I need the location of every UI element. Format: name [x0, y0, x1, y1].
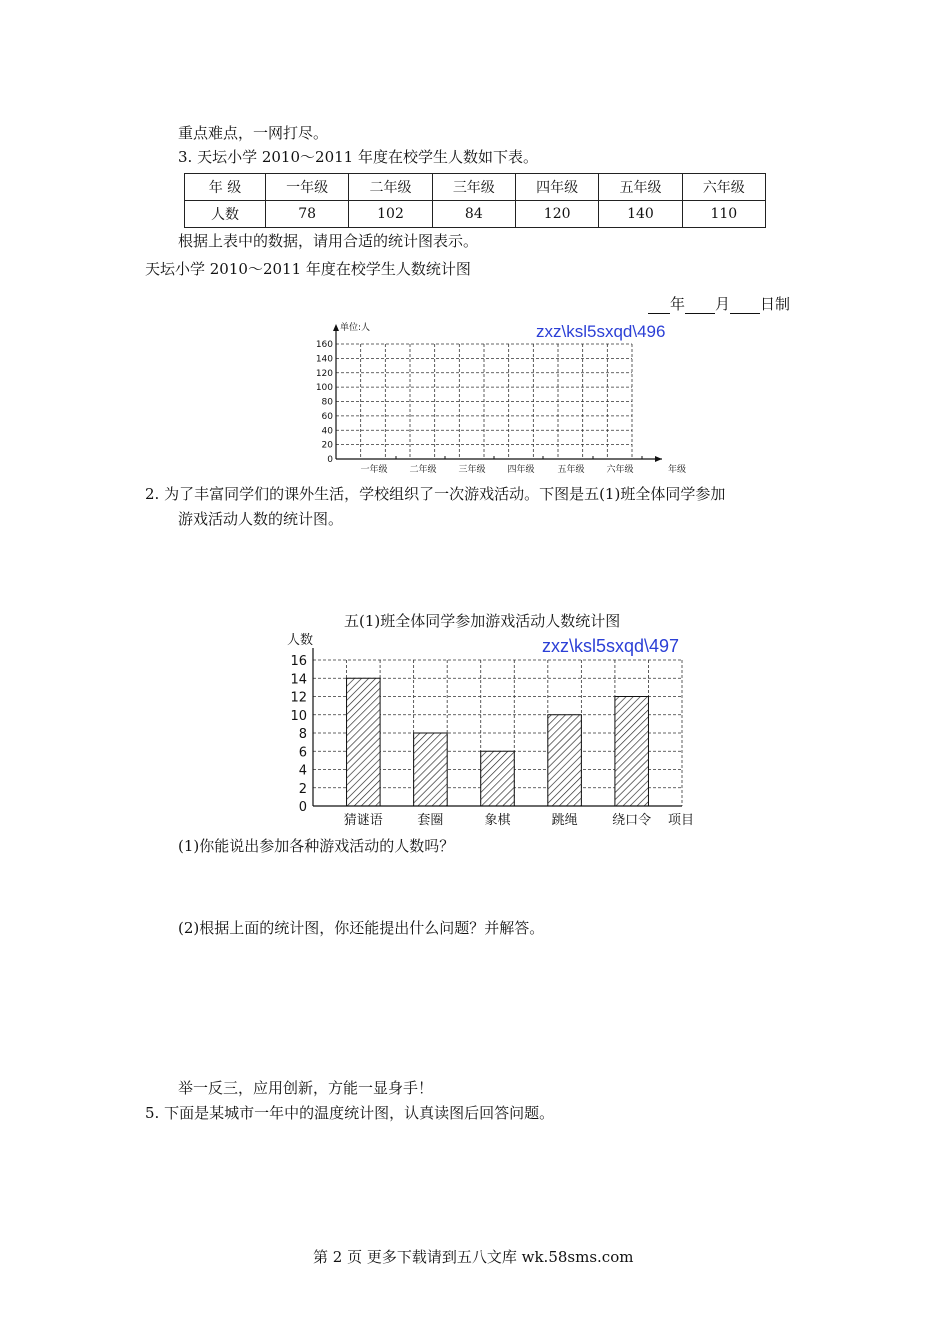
- y-tick-label: 0: [327, 455, 333, 465]
- sub-question-1: (1)你能说出参加各种游戏活动的人数吗？: [178, 837, 455, 855]
- y-tick-label: 10: [290, 708, 307, 724]
- y-tick-label: 8: [298, 727, 307, 742]
- y-tick-label: 40: [321, 426, 333, 437]
- y-tick-label: 14: [290, 672, 307, 688]
- bar: [548, 715, 582, 806]
- table-cell: 110: [682, 201, 765, 228]
- y-tick-label: 120: [315, 368, 333, 379]
- watermark: zxz\ksl5sxqd\497: [542, 636, 680, 656]
- section-heading: 举一反三，应用创新，方能一显身手！: [178, 1079, 434, 1097]
- watermark: zxz\ksl5sxqd\496: [536, 322, 666, 341]
- y-tick-label: 2: [298, 781, 307, 797]
- x-tick-label: 二年级: [409, 465, 437, 475]
- table-cell: 102: [349, 201, 432, 228]
- y-tick-label: 0: [298, 800, 307, 815]
- table-header-label: 年 级: [185, 174, 266, 201]
- question-5: 5. 下面是某城市一年中的温度统计图，认真读图后回答问题。: [145, 1104, 555, 1122]
- x-tick-label: 三年级: [458, 465, 486, 475]
- table-cell: 84: [432, 201, 515, 228]
- table-cell: 78: [266, 201, 349, 228]
- x-tick-label: 五年级: [557, 465, 585, 475]
- bar: [615, 697, 649, 807]
- table-cell: 一年级: [266, 174, 349, 201]
- x-tick-label: 六年级: [606, 465, 634, 475]
- y-tick-label: 140: [315, 354, 333, 365]
- y-tick-label: 80: [321, 397, 333, 408]
- x-axis-label: 年级: [668, 465, 687, 475]
- bar: [347, 678, 381, 806]
- question-3: 3. 天坛小学 2010～2011 年度在校学生人数如下表。: [178, 148, 538, 166]
- x-tick-label: 象棋: [484, 813, 511, 828]
- table-row-label: 人数: [185, 201, 266, 228]
- date-made-label: 日制: [760, 295, 791, 313]
- y-tick-label: 6: [298, 745, 307, 761]
- y-axis-label: 单位:人: [340, 323, 371, 333]
- table-cell: 三年级: [432, 174, 515, 201]
- y-tick-label: 160: [315, 340, 333, 350]
- y-tick-label: 20: [321, 440, 333, 451]
- y-tick-label: 16: [290, 654, 307, 669]
- x-tick-label: 绕口令: [612, 813, 652, 828]
- bar: [414, 733, 448, 806]
- question-3-instruction: 根据上表中的数据，请用合适的统计图表示。: [178, 232, 479, 250]
- y-tick-label: 100: [315, 383, 333, 394]
- table-cell: 五年级: [599, 174, 682, 201]
- x-tick-label: 猜谜语: [343, 813, 383, 828]
- table-cell: 六年级: [682, 174, 765, 201]
- x-tick-label: 四年级: [507, 465, 535, 475]
- question-2-line-2: 游戏活动人数的统计图。: [178, 510, 344, 528]
- x-tick-label: 一年级: [360, 465, 388, 475]
- question-2-line-1: 2. 为了丰富同学们的课外生活，学校组织了一次游戏活动。下图是五(1)班全体同学参加: [145, 485, 726, 503]
- table-cell: 140: [599, 201, 682, 228]
- sub-question-2: (2)根据上面的统计图，你还能提出什么问题？并解答。: [178, 919, 545, 937]
- chart-2-title: 五(1)班全体同学参加游戏活动人数统计图: [344, 612, 621, 630]
- x-axis-label: 项目: [668, 813, 695, 828]
- date-month-label: 月: [715, 295, 731, 313]
- chart-1-caption: 天坛小学 2010～2011 年度在校学生人数统计图: [145, 260, 471, 278]
- x-tick-label: 跳绳: [551, 813, 578, 828]
- table-cell: 四年级: [515, 174, 598, 201]
- y-tick-label: 4: [298, 763, 307, 779]
- intro-text: 重点难点，一网打尽。: [178, 124, 329, 142]
- y-tick-label: 12: [290, 690, 307, 706]
- page-footer: 第 2 页 更多下载请到五八文库 wk.58sms.com: [313, 1248, 634, 1266]
- date-year-label: 年: [670, 295, 686, 313]
- table-cell: 120: [515, 201, 598, 228]
- y-tick-label: 60: [321, 411, 333, 422]
- x-tick-label: 套圈: [417, 813, 444, 828]
- y-axis-label: 人数: [287, 633, 314, 648]
- table-cell: 二年级: [349, 174, 432, 201]
- bar: [481, 751, 515, 806]
